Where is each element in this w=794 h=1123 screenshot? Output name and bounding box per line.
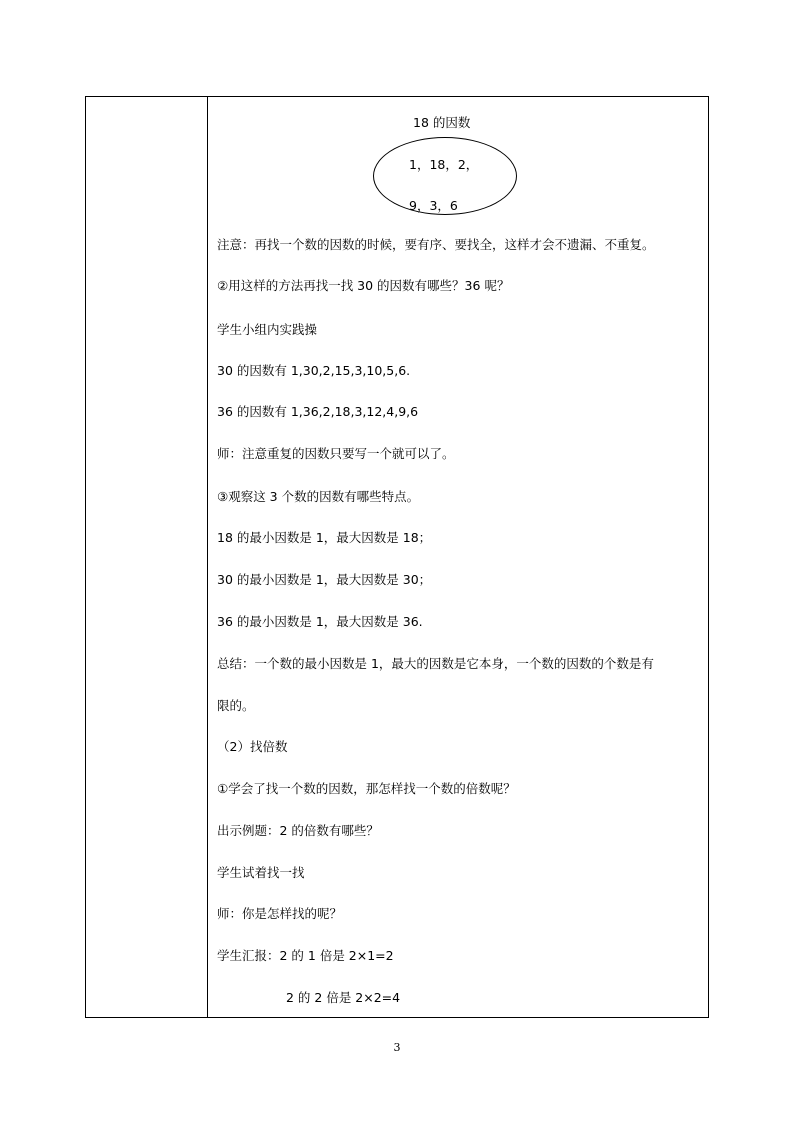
student-report-line: 学生汇报：2 的 1 倍是 2×1=2	[217, 948, 394, 963]
min-max-30-line: 30 的最小因数是 1，最大因数是 30；	[217, 572, 432, 587]
student-report-line-2: 2 的 2 倍是 2×2=4	[286, 990, 401, 1005]
page-number: 3	[393, 1041, 401, 1054]
factors-of-30-line: 30 的因数有 1,30,2,15,3,10,5,6.	[217, 363, 411, 378]
find-multiples-heading: （2）找倍数	[217, 739, 288, 754]
oval-numbers-line-1: 1，18，2，	[409, 157, 479, 172]
summary-line-1: 总结：一个数的最小因数是 1，最大的因数是它本身，一个数的因数的个数是有	[217, 656, 654, 671]
lesson-table	[85, 96, 709, 1018]
min-max-18-line: 18 的最小因数是 1，最大因数是 18；	[217, 530, 432, 545]
example-line: 出示例题：2 的倍数有哪些？	[217, 823, 379, 838]
student-try-line: 学生试着找一找	[217, 865, 305, 880]
multiples-question-line: ①学会了找一个数的因数，那怎样找一个数的倍数呢？	[217, 781, 516, 796]
oval-numbers-line-2: 9，3，6	[409, 198, 458, 213]
factors-of-36-line: 36 的因数有 1,36,2,18,3,12,4,9,6	[217, 404, 419, 419]
content-cell	[208, 97, 708, 1017]
note-line: 注意：再找一个数的因数的时候，要有序、要找全，这样才会不遗漏、不重复。	[217, 237, 655, 252]
left-column-cell	[86, 97, 208, 1017]
observe-features-line: ③观察这 3 个数的因数有哪些特点。	[217, 489, 420, 504]
group-practice-line: 学生小组内实践操	[217, 322, 318, 337]
teacher-question-line: 师：你是怎样找的呢？	[217, 906, 343, 921]
teacher-note-line: 师：注意重复的因数只要写一个就可以了。	[217, 446, 455, 461]
oval-title: 18 的因数	[413, 115, 471, 130]
min-max-36-line: 36 的最小因数是 1，最大因数是 36.	[217, 614, 423, 629]
summary-line-2: 限的。	[217, 698, 255, 713]
question-30-36: ②用这样的方法再找一找 30 的因数有哪些？36 呢？	[217, 278, 510, 293]
